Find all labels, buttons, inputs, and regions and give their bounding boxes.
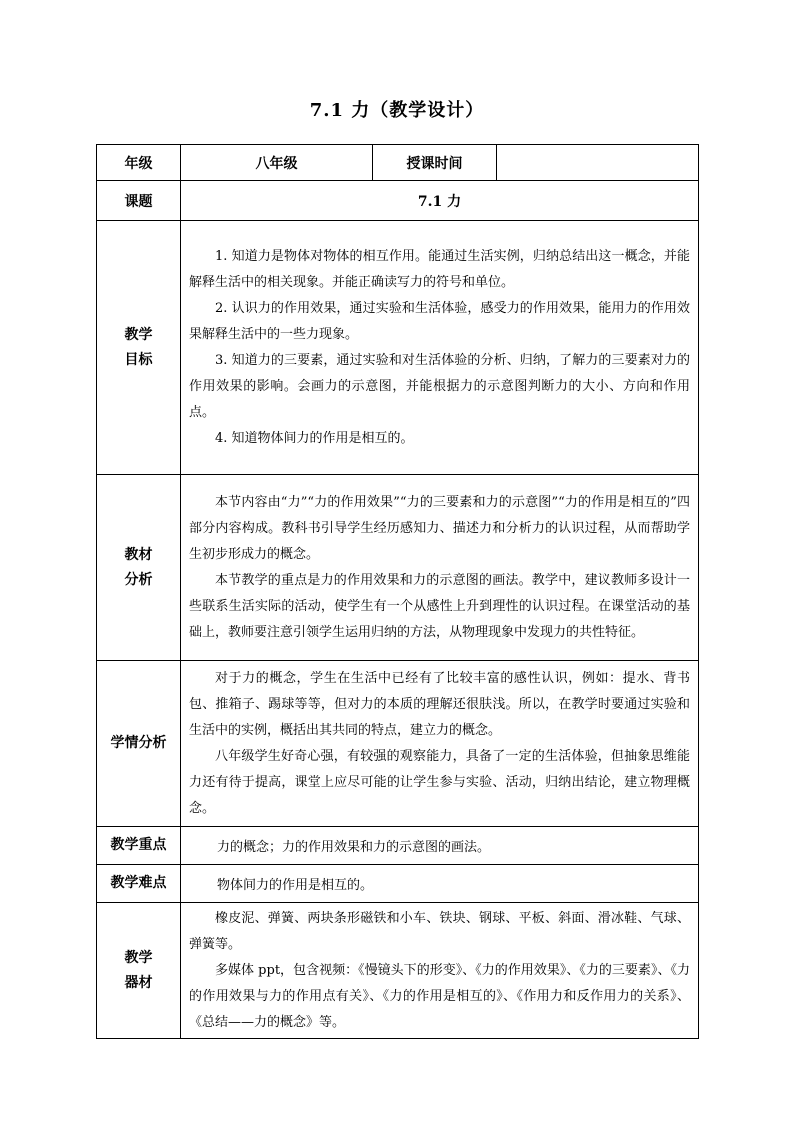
table-row-student-analysis (97, 661, 699, 827)
equipment-label-line1: 教学 (124, 949, 153, 966)
topic-value: 7.1 力 (181, 181, 699, 221)
class-time-value (497, 145, 699, 181)
materials-analysis-content (181, 475, 699, 661)
difficulties-label: 教学难点 (97, 865, 181, 903)
goal-item: 1. 知道力是物体对物体的相互作用。能通过生活实例，归纳总结出这一概念，并能解释生活中的相关现象。并能正确读写力的符号和单位。 (189, 248, 690, 290)
table-row-difficulties (97, 865, 699, 903)
difficulties-value: 物体间力的作用是相互的。 (181, 865, 699, 903)
table-row-materials-analysis (97, 475, 699, 661)
table-row-equipment (97, 903, 699, 1039)
equipment-label (97, 903, 181, 1039)
student-paragraph: 对于力的概念，学生在生活中已经有了比较丰富的感性认识，例如：提水、背书包、推箱子、踢球等等，但对力的本质的理解还很肤浅。所以，在教学时要通过实验和生活中的实例，概括出其共同的特点，建立力的概念。 (189, 670, 690, 738)
materials-analysis-label-line2: 分析 (124, 571, 153, 588)
table-row-grade (97, 145, 699, 181)
lesson-plan-table (96, 144, 699, 1039)
goal-item: 3. 知道力的三要素，通过实验和对生活体验的分析、归纳，了解力的三要素对力的作用效果的影响。会画力的示意图，并能根据力的示意图判断力的大小、方向和作用点。 (189, 352, 690, 420)
goals-label-line1: 教学 (124, 326, 153, 343)
equipment-paragraph: 多媒体 ppt，包含视频：《慢镜头下的形变》、《力的作用效果》、《力的三要素》、《力的作用效果与力的作用点有关》、《力的作用是相互的》、《作用力和反作用力的关系》、《总结——力的概念》等。 (189, 962, 690, 1030)
goal-item: 2. 认识力的作用效果，通过实验和生活体验，感受力的作用效果，能用力的作用效果解释生活中的一些力现象。 (189, 300, 690, 342)
grade-value: 八年级 (181, 145, 373, 181)
document-title: 7.1 力（教学设计） (309, 100, 485, 121)
class-time-label: 授课时间 (373, 145, 497, 181)
table-row-key-points (97, 827, 699, 865)
student-paragraph: 八年级学生好奇心强，有较强的观察能力，具备了一定的生活体验，但抽象思维能力还有待于提高，课堂上应尽可能的让学生参与实验、活动，归纳出结论，建立物理概念。 (189, 748, 690, 816)
goals-label (97, 221, 181, 475)
equipment-label-line2: 器材 (124, 974, 153, 991)
key-points-label: 教学重点 (97, 827, 181, 865)
student-analysis-label: 学情分析 (97, 661, 181, 827)
equipment-content (181, 903, 699, 1039)
materials-analysis-label-line1: 教材 (124, 546, 153, 563)
goals-label-line2: 目标 (124, 351, 153, 368)
goal-item: 4. 知道物体间力的作用是相互的。 (215, 430, 414, 446)
student-analysis-content (181, 661, 699, 827)
topic-label: 课题 (97, 181, 181, 221)
analysis-paragraph: 本节教学的重点是力的作用效果和力的示意图的画法。教学中，建议教师多设计一些联系生活实际的活动，使学生有一个从感性上升到理性的认识过程。在课堂活动的基础上，教师要注意引领学生运用归纳的方法，从物理现象中发现力的共性特征。 (189, 572, 690, 640)
materials-analysis-label (97, 475, 181, 661)
analysis-paragraph: 本节内容由“力”“力的作用效果”“力的三要素和力的示意图”“力的作用是相互的”四部分内容构成。教科书引导学生经历感知力、描述力和分析力的认识过程，从而帮助学生初步形成力的概念。 (189, 494, 690, 562)
goals-content (181, 221, 699, 475)
grade-label: 年级 (97, 145, 181, 181)
table-row-goals (97, 221, 699, 475)
key-points-value: 力的概念；力的作用效果和力的示意图的画法。 (181, 827, 699, 865)
table-row-topic (97, 181, 699, 221)
equipment-paragraph: 橡皮泥、弹簧、两块条形磁铁和小车、铁块、钢球、平板、斜面、滑冰鞋、气球、弹簧等。 (189, 910, 690, 952)
